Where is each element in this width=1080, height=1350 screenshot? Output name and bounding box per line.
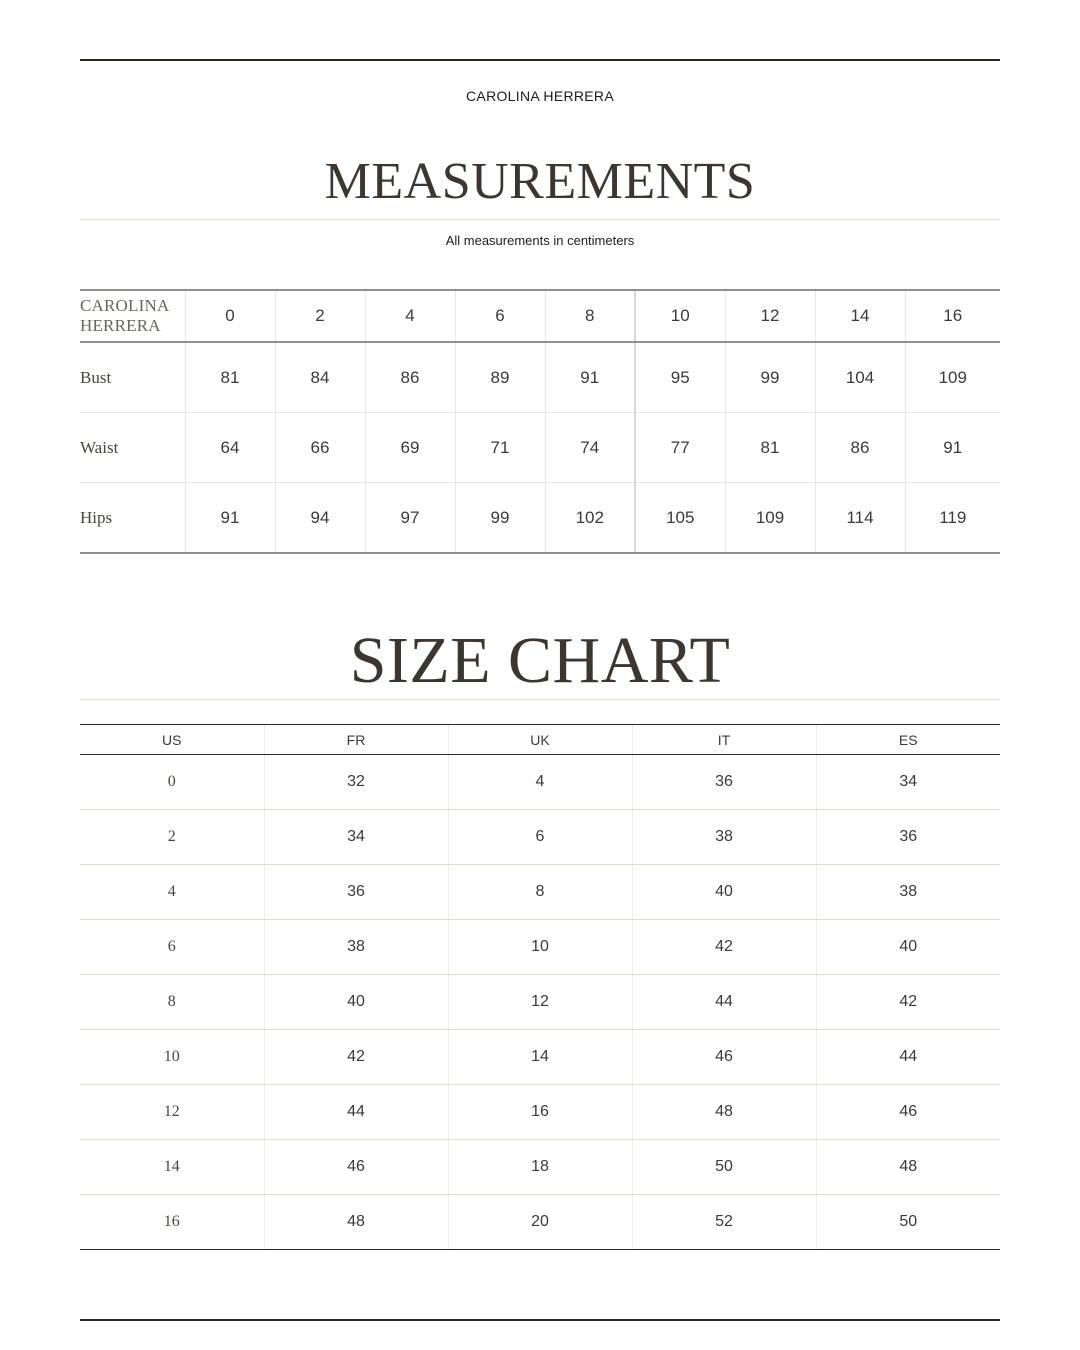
size-system-header: UK: [448, 725, 632, 755]
converted-size-cell: 6: [448, 810, 632, 865]
size-column-header: 16: [905, 290, 1000, 342]
size-chart-title-rule: [80, 699, 1000, 700]
size-chart-row: [80, 865, 1000, 920]
us-size-cell: 6: [80, 920, 264, 975]
size-chart-header-row: [80, 725, 1000, 755]
measurement-value: 66: [275, 413, 365, 483]
us-size-cell: 16: [80, 1195, 264, 1250]
size-system-header: ES: [816, 725, 1000, 755]
size-chart-title: SIZE CHART: [349, 624, 731, 697]
size-chart-row: [80, 1030, 1000, 1085]
converted-size-cell: 46: [816, 1085, 1000, 1140]
size-system-header: IT: [632, 725, 816, 755]
converted-size-cell: 38: [816, 865, 1000, 920]
size-column-header: 8: [545, 290, 635, 342]
measurement-value: 89: [455, 342, 545, 413]
measurement-value: 105: [635, 483, 725, 554]
measurement-value: 91: [545, 342, 635, 413]
converted-size-cell: 40: [264, 975, 448, 1030]
size-chart-row: [80, 920, 1000, 975]
size-chart-row: [80, 1085, 1000, 1140]
converted-size-cell: 50: [816, 1195, 1000, 1250]
measurements-title-rule: [80, 219, 1000, 220]
us-size-cell: 10: [80, 1030, 264, 1085]
size-column-header: 14: [815, 290, 905, 342]
size-chart-row: [80, 810, 1000, 865]
converted-size-cell: 38: [264, 920, 448, 975]
corner-brand-label: CAROLINA HERRERA: [80, 290, 185, 342]
converted-size-cell: 20: [448, 1195, 632, 1250]
converted-size-cell: 40: [632, 865, 816, 920]
converted-size-cell: 14: [448, 1030, 632, 1085]
size-system-header: US: [80, 725, 264, 755]
size-column-header: 12: [725, 290, 815, 342]
measurement-value: 81: [185, 342, 275, 413]
converted-size-cell: 46: [264, 1140, 448, 1195]
measurement-row: [80, 413, 1000, 483]
measurement-value: 86: [815, 413, 905, 483]
converted-size-cell: 4: [448, 755, 632, 810]
measurement-row: [80, 483, 1000, 554]
converted-size-cell: 16: [448, 1085, 632, 1140]
measurement-label: Bust: [80, 342, 185, 413]
measurements-table-body: [80, 290, 1000, 553]
size-chart-row: [80, 975, 1000, 1030]
size-column-header: 10: [635, 290, 725, 342]
converted-size-cell: 38: [632, 810, 816, 865]
size-system-header: FR: [264, 725, 448, 755]
converted-size-cell: 46: [632, 1030, 816, 1085]
measurements-unit-note: All measurements in centimeters: [445, 233, 635, 248]
measurement-value: 109: [905, 342, 1000, 413]
converted-size-cell: 52: [632, 1195, 816, 1250]
converted-size-cell: 48: [264, 1195, 448, 1250]
measurement-value: 91: [905, 413, 1000, 483]
size-column-header: 4: [365, 290, 455, 342]
size-column-header: 2: [275, 290, 365, 342]
measurement-value: 99: [725, 342, 815, 413]
measurement-value: 97: [365, 483, 455, 554]
brand-name: CAROLINA HERRERA: [466, 88, 614, 104]
size-column-header: 0: [185, 290, 275, 342]
top-rule: [80, 59, 1000, 61]
size-chart-table: [80, 724, 1000, 1250]
converted-size-cell: 50: [632, 1140, 816, 1195]
converted-size-cell: 42: [264, 1030, 448, 1085]
converted-size-cell: 40: [816, 920, 1000, 975]
measurement-value: 104: [815, 342, 905, 413]
measurement-value: 114: [815, 483, 905, 554]
measurements-title: MEASUREMENTS: [324, 153, 756, 210]
us-size-cell: 12: [80, 1085, 264, 1140]
measurements-table: [80, 289, 1000, 554]
measurement-value: 86: [365, 342, 455, 413]
converted-size-cell: 10: [448, 920, 632, 975]
size-column-header: 6: [455, 290, 545, 342]
measurement-value: 74: [545, 413, 635, 483]
measurement-value: 64: [185, 413, 275, 483]
measurement-value: 91: [185, 483, 275, 554]
measurement-value: 99: [455, 483, 545, 554]
converted-size-cell: 36: [632, 755, 816, 810]
converted-size-cell: 12: [448, 975, 632, 1030]
measurement-label: Hips: [80, 483, 185, 554]
converted-size-cell: 32: [264, 755, 448, 810]
us-size-cell: 14: [80, 1140, 264, 1195]
measurement-value: 95: [635, 342, 725, 413]
converted-size-cell: 48: [632, 1085, 816, 1140]
converted-size-cell: 44: [632, 975, 816, 1030]
measurement-value: 94: [275, 483, 365, 554]
converted-size-cell: 42: [632, 920, 816, 975]
converted-size-cell: 34: [816, 755, 1000, 810]
measurement-value: 109: [725, 483, 815, 554]
converted-size-cell: 36: [264, 865, 448, 920]
measurement-value: 69: [365, 413, 455, 483]
measurement-value: 81: [725, 413, 815, 483]
measurement-row: [80, 342, 1000, 413]
measurement-value: 119: [905, 483, 1000, 554]
converted-size-cell: 44: [816, 1030, 1000, 1085]
measurement-value: 102: [545, 483, 635, 554]
measurements-header-row: [80, 290, 1000, 342]
us-size-cell: 2: [80, 810, 264, 865]
us-size-cell: 8: [80, 975, 264, 1030]
measurement-value: 84: [275, 342, 365, 413]
measurement-value: 71: [455, 413, 545, 483]
converted-size-cell: 18: [448, 1140, 632, 1195]
us-size-cell: 4: [80, 865, 264, 920]
converted-size-cell: 8: [448, 865, 632, 920]
measurement-label: Waist: [80, 413, 185, 483]
converted-size-cell: 44: [264, 1085, 448, 1140]
size-chart-row: [80, 1140, 1000, 1195]
converted-size-cell: 42: [816, 975, 1000, 1030]
size-chart-row: [80, 755, 1000, 810]
bottom-rule: [80, 1319, 1000, 1321]
converted-size-cell: 36: [816, 810, 1000, 865]
us-size-cell: 0: [80, 755, 264, 810]
converted-size-cell: 48: [816, 1140, 1000, 1195]
size-chart-row: [80, 1195, 1000, 1250]
size-chart-table-body: [80, 725, 1000, 1250]
converted-size-cell: 34: [264, 810, 448, 865]
measurement-value: 77: [635, 413, 725, 483]
